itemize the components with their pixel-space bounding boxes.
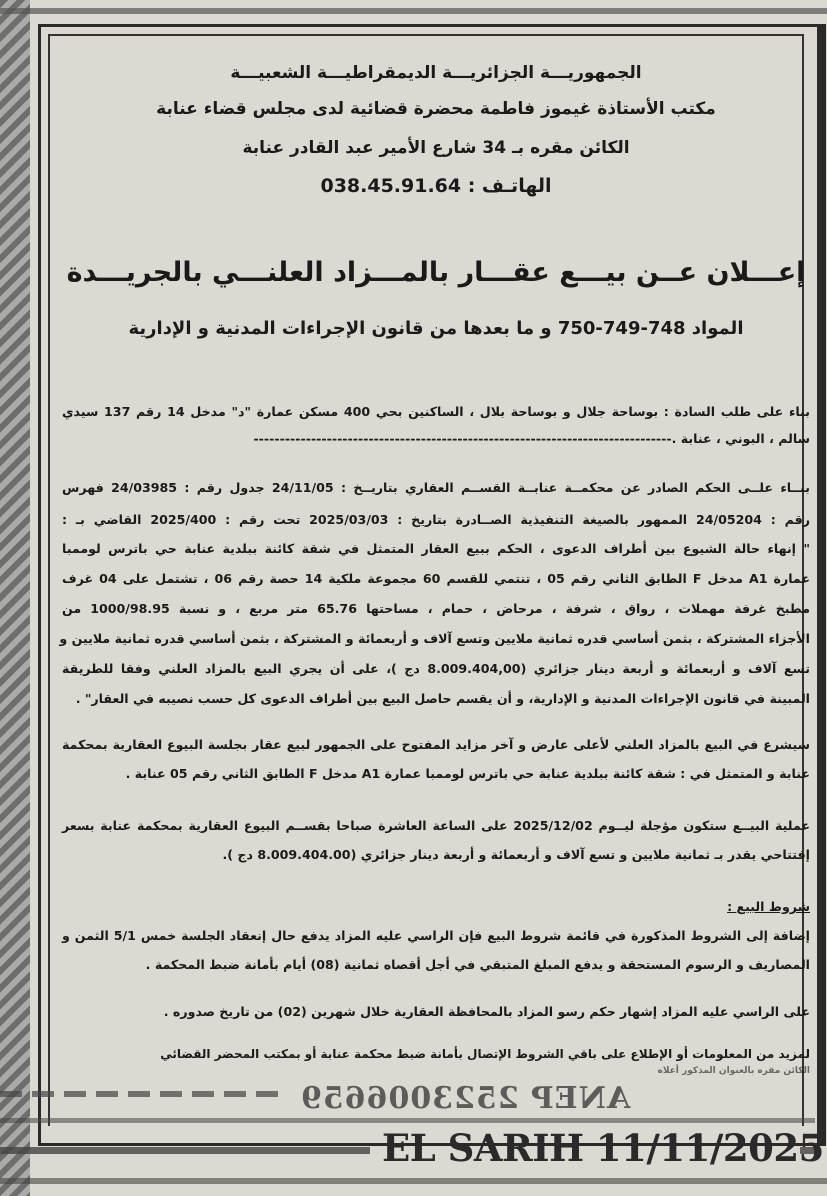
adjacent-column-edge	[0, 0, 30, 1196]
body-line: عملية البيــع ستكون مؤجلة ليــوم 2025/12/02 على الساعة العاشرة صباحا بقســم البيوع العقارية بمحكمة عنابة بسعر	[62, 818, 810, 833]
body-line: إضافة إلى الشروط المذكورة في قائمة شروط البيع فإن الراسي عليه المزاد يدفع حال إنعقاد الجلسة خمس 5/1 الثمن و	[62, 928, 810, 943]
conditions-heading: شروط البيع :	[727, 899, 810, 914]
body-line: " إنهاء حالة الشيوع بين أطراف الدعوى ، الحكم ببيع العقار المتمثل في شقة كائنة ببلدية عنابة حي باترس لوممبا	[62, 541, 810, 556]
divider	[0, 1118, 815, 1123]
body-line: سيشرع في البيع بالمزاد العلني لأعلى عارض و آخر مزايد المفتوح على الجمهور لبيع عقار بجلسة البيوع العقارية بمحكمة	[62, 737, 810, 752]
body-line: لمزيد من المعلومات أو الإطلاع على باقي الشروط الإتصال بأمانة ضبط محكمة عنابة أو بمكتب المحضر القضائي	[160, 1047, 810, 1061]
body-line: عمارة A1 مدخل F الطابق الثاني رقم 05 ، تنتمي للقسم 60 مجموعة ملكية 14 حصة رقم 06 ، تشتمل على 04 غرف	[62, 571, 810, 586]
body-line: على الراسي عليه المزاد إشهار حكم رسو المزاد بالمحافظة العقارية خلال شهرين (02) من تاريخ صدوره .	[163, 1004, 810, 1019]
body-line: رقم : 24/05204 الممهور بالصيغة التنفيذية الصــادرة بتاريخ : 2025/03/03 تحت رقم : 2025/400 القاضي بـ :	[62, 512, 810, 527]
body-line: سالم ، البوني ، عنابة .--------------------------------------------------------------------------------	[253, 431, 810, 446]
notice-title: إعـــلان عــن بيـــع عقـــار بالمـــزاد العلنـــي بالجريـــدة	[66, 257, 806, 288]
body-line: المصاريف و الرسوم المستحقة و يدفع المبلغ المتبقي في أجل أقصاه ثمانية (08) أيام بأمانة ضبط المحكمة .	[145, 957, 810, 972]
divider	[0, 1178, 827, 1184]
header-address: الكائن مقره بـ 34 شارع الأمير عبد القادر عنابة	[242, 138, 630, 158]
newspaper-footer: EL SARIH 11/11/2025	[382, 1126, 824, 1170]
header-office: مكتب الأستاذة غيموز فاطمة محضرة قضائية لدى مجلس قضاء عنابة	[156, 99, 716, 119]
body-line: تسع آلاف و أربعمائة و أربعة دينار جزائري (8.009.404,00 دج )، على أن يجري البيع بالمزاد العلني وفقا للطريقة	[62, 661, 810, 676]
body-line: عنابة و المتمثل في : شقة كائنة ببلدية عنابة حي باترس لوممبا عمارة A1 مدخل F الطابق الثاني رقم 05 عنابة .	[125, 766, 810, 781]
body-line: بنــاء علــى الحكم الصادر عن محكمــة عنابــة القســم العقاري بتاريــخ : 24/11/05 جدول رقم : 24/03985 فهرس	[62, 480, 810, 495]
divider	[0, 1091, 280, 1097]
notice-subtitle: المواد 748-749-750 و ما بعدها من قانون الإجراءات المدنية و الإدارية	[128, 318, 744, 339]
divider	[0, 1147, 370, 1154]
header-phone: الهاتـف : 038.45.91.64	[320, 175, 552, 197]
body-line: إفتتاحي يقدر بـ ثمانية ملايين و تسع آلاف و أربعمائة و أربعة دينار جزائري (8.009.404.00 دج ).	[222, 847, 810, 862]
body-line: مطبخ غرفة مهملات ، رواق ، شرفة ، مرحاض ، حمام ، مساحتها 65.76 متر مربع ، و نسبة 1000/98.95 من	[62, 601, 810, 616]
body-line: بناء على طلب السادة : بوساحة جلال و بوساحة بلال ، الساكنين بحي 400 مسكن عمارة "د" مدخل 14 رقم 137 سيدي	[62, 404, 810, 419]
body-line: المبينة في قانون الإجراءات المدنية و الإدارية، و أن يقسم حاصل البيع بين أطراف الدعوى كل حسب نصيبه في العقار" .	[75, 691, 810, 706]
body-line: الأجزاء المشتركة ، بثمن أساسي قدره ثمانية ملايين وتسع آلاف و أربعمائة و المشتركة ، بثمن أساسي قدره ثمانية ملايين و	[59, 631, 810, 646]
header-republic: الجمهوريـــة الجزائريـــة الديمقراطيـــة الشعبيـــة	[230, 63, 642, 83]
top-rule	[0, 8, 827, 14]
anep-stamp: ANEP 2523006659	[300, 1081, 631, 1116]
body-line: الكائن مقره بالعنوان المذكور أعلاه	[657, 1066, 810, 1076]
